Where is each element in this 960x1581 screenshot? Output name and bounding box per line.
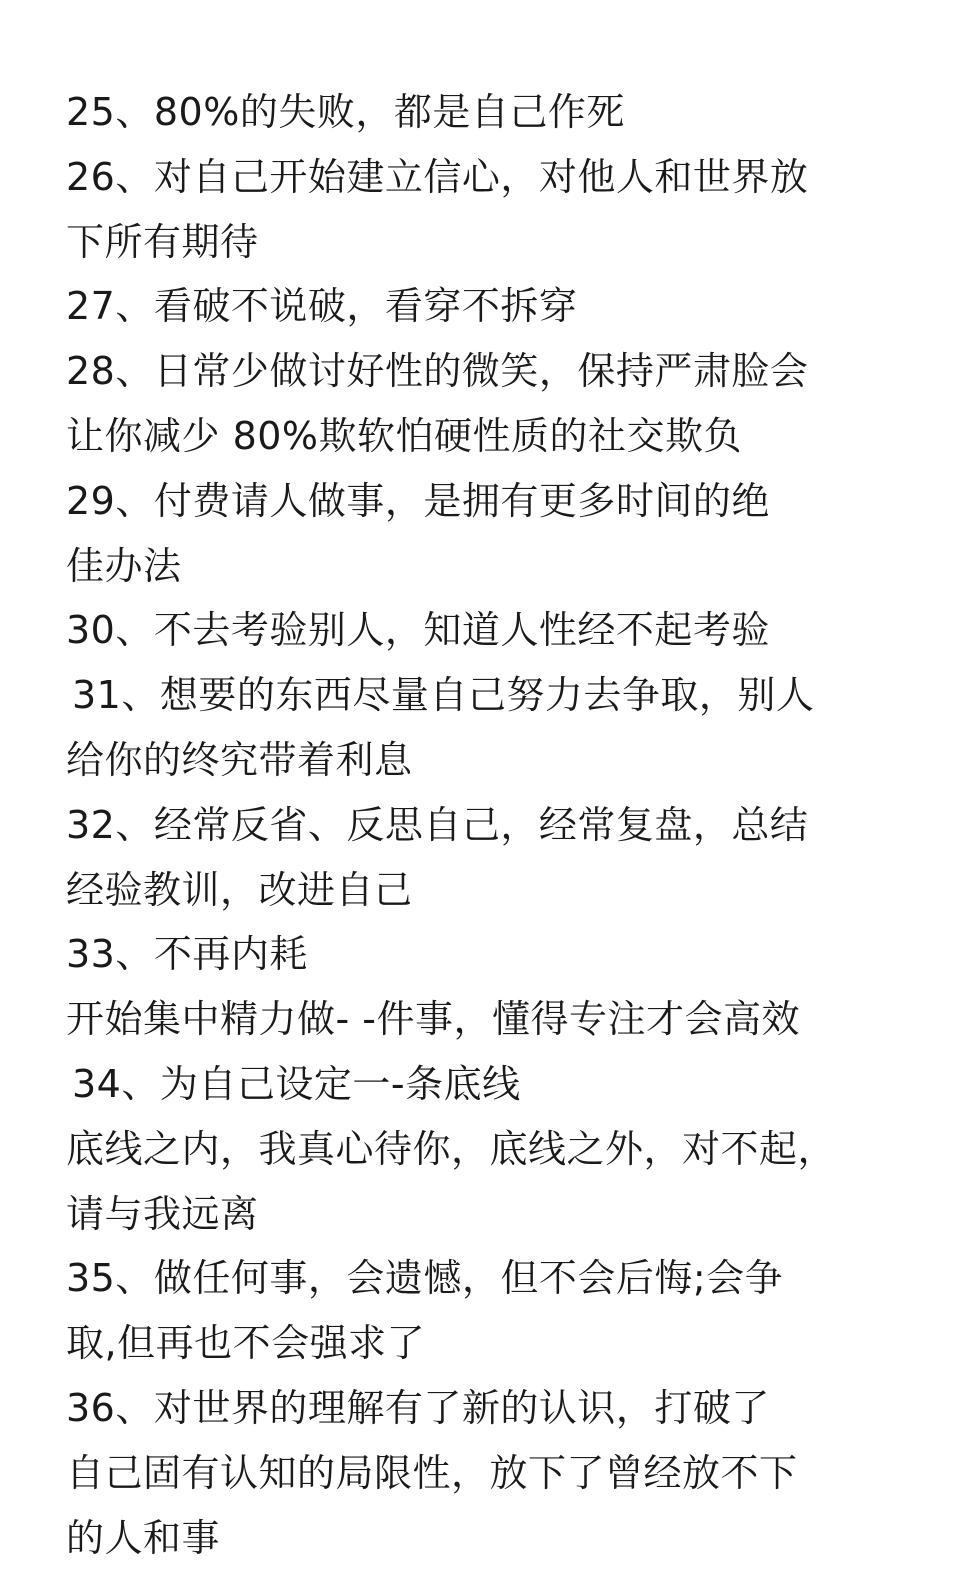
- note-line-35-cont: 取,但再也不会强求了: [66, 1321, 426, 1366]
- note-line-36-cont: 自己固有认知的局限性，放下了曾经放不下: [66, 1450, 798, 1495]
- note-line-33-cont: 开始集中精力做- -件事，懂得专注才会高效: [66, 997, 801, 1042]
- note-line-31: 31、想要的东西尽量自己努力去争取，别人: [72, 673, 815, 718]
- note-line-36-cont-2: 的人和事: [66, 1515, 221, 1560]
- note-line-34-cont: 底线之内，我真心待你，底线之外，对不起，: [66, 1126, 837, 1171]
- note-line-30: 30、不去考验别人，知道人性经不起考验: [66, 608, 770, 653]
- note-line-26: 26、对自己开始建立信心，对他人和世界放: [66, 154, 809, 199]
- note-line-36: 36、对世界的理解有了新的认识，打破了: [66, 1385, 770, 1430]
- note-line-32: 32、经常反省、反思自己，经常复盘，总结: [66, 802, 809, 847]
- note-line-28-cont: 让你减少 80%欺软怕硬性质的社交欺负: [66, 413, 743, 458]
- note-line-33: 33、不再内耗: [66, 932, 308, 977]
- note-line-34: 34、为自己设定一-条底线: [72, 1061, 521, 1106]
- note-line-27: 27、看破不说破，看穿不拆穿: [66, 284, 578, 329]
- note-line-32-cont: 经验教训，改进自己: [66, 867, 413, 912]
- note-line-29-cont: 佳办法: [66, 543, 182, 588]
- notes-text-block: [66, 80, 936, 1570]
- note-line-35: 35、做任何事，会遗憾，但不会后悔;会争: [66, 1256, 784, 1301]
- note-line-26-cont: 下所有期待: [66, 219, 259, 264]
- note-line-29: 29、付费请人做事，是拥有更多时间的绝: [66, 478, 770, 523]
- note-line-25: 25、80%的失败，都是自己作死: [66, 90, 625, 134]
- note-line-31-cont: 给你的终究带着利息: [66, 737, 413, 782]
- note-line-34-cont-2: 请与我远离: [66, 1191, 259, 1236]
- note-line-28: 28、日常少做讨好性的微笑，保持严肃脸会: [66, 349, 809, 394]
